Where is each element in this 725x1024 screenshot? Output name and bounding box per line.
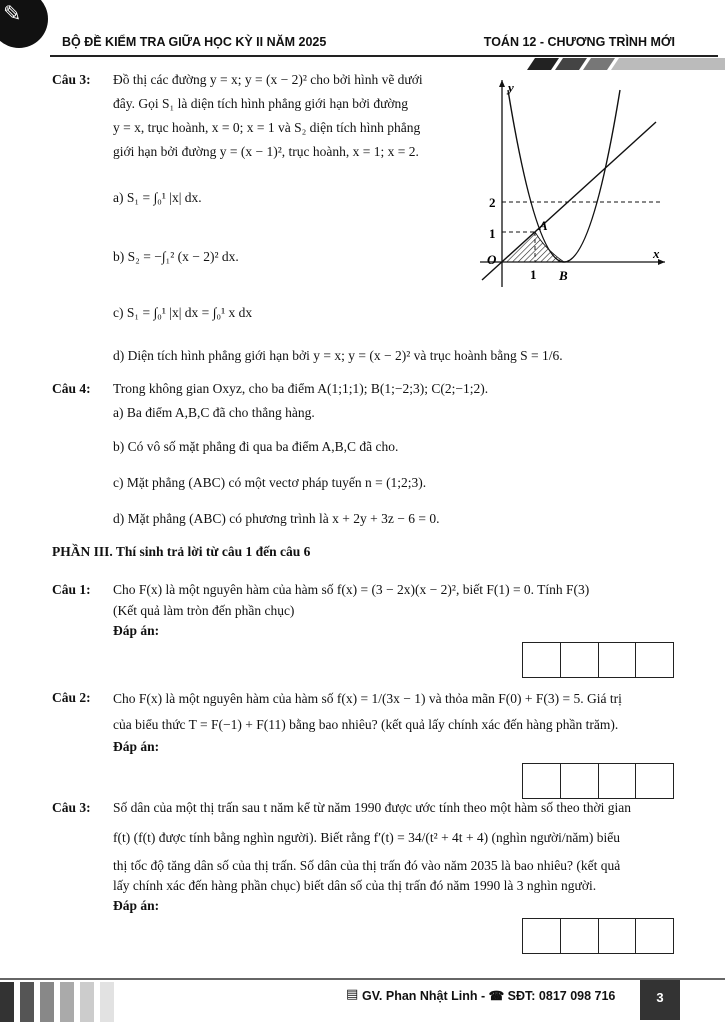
question-label: Câu 4:: [52, 381, 91, 396]
answer-label: Đáp án:: [113, 739, 160, 754]
point-a-label: A: [539, 218, 548, 233]
question-stem: [113, 684, 678, 758]
logo-icon: ✎: [3, 2, 22, 27]
answer-cell[interactable]: [636, 919, 673, 953]
tick-label-y2: 2: [489, 195, 496, 210]
footer-stripes: [0, 982, 130, 1022]
stem-line: của biểu thức T = F(−1) + F(11) bằng bao nhiêu? (kết quả lấy chính xác đến hàng phần trăm).: [113, 717, 619, 732]
answer-cell[interactable]: [599, 919, 637, 953]
question-stem: Trong không gian Oxyz, cho ba điểm A(1;1;1); B(1;−2;3); C(2;−1;2).: [113, 381, 489, 396]
stem-line: y = x, trục hoành, x = 0; x = 1 và S₂ diện tích hình phẳng: [113, 120, 421, 135]
page-number: 3: [640, 980, 680, 1020]
answer-cell[interactable]: [523, 764, 561, 798]
answer-label: Đáp án:: [113, 898, 160, 913]
stem-line: lấy chính xác đến hàng phần chục) biết dân số của thị trấn đó năm 1990 là 3 nghìn người.: [113, 878, 597, 893]
stem-line: Cho F(x) là một nguyên hàm của hàm số f(x) = (3 − 2x)(x − 2)², biết F(1) = 0. Tính F(3): [113, 582, 590, 597]
question-label: Câu 2:: [52, 690, 91, 705]
stem-line: Số dân của một thị trấn sau t năm kể từ năm 1990 được ước tính theo một hàm số theo thời gian: [113, 800, 632, 815]
y-axis-label: y: [508, 80, 514, 95]
stem-line: (Kết quả làm tròn đến phần chục): [113, 603, 295, 618]
logo: [0, 0, 48, 48]
section-heading: PHẦN III. Thí sinh trả lời từ câu 1 đến câu 6: [52, 544, 311, 559]
page-header: [0, 0, 725, 70]
document-icon: ▤: [346, 986, 359, 1001]
point-b-label: B: [559, 268, 568, 283]
question-label: Câu 1:: [52, 582, 91, 597]
footer-author: GV. Phan Nhật Linh - ☎ SĐT: 0817 098 716: [362, 989, 616, 1003]
footer-divider: [0, 978, 725, 980]
answer-cell[interactable]: [561, 643, 599, 677]
stem-line: f(t) (f(t) được tính bằng nghìn người). Biết rằng f′(t) = 34/(t² + 4t + 4) (nghìn người/năm) biểu: [113, 830, 620, 845]
line-y-equals-x: [482, 122, 656, 280]
answer-cell[interactable]: [561, 919, 599, 953]
answer-cell[interactable]: [599, 643, 637, 677]
header-left-title: BỘ ĐỀ KIỂM TRA GIỮA HỌC KỲ II NĂM 2025: [62, 35, 327, 49]
parabola: [508, 90, 620, 262]
stem-line: giới hạn bởi đường y = (x − 1)², trục hoành, x = 1; x = 2.: [113, 144, 419, 159]
answer-grid[interactable]: [522, 918, 674, 954]
option-c: c) S₁ = ∫₀¹ |x| dx = ∫₀¹ x dx: [113, 305, 253, 320]
option-b: b) S₂ = −∫₁² (x − 2)² dx.: [113, 249, 239, 264]
answer-label: Đáp án:: [113, 623, 160, 638]
option-d: d) Mặt phẳng (ABC) có phương trình là x + 2y + 3z − 6 = 0.: [113, 511, 440, 526]
option-c: c) Mặt phẳng (ABC) có một vectơ pháp tuyến n = (1;2;3).: [113, 475, 427, 490]
x-axis-label: x: [653, 246, 660, 261]
tick-label-x1: 1: [530, 267, 537, 282]
function-graph: [470, 72, 670, 292]
header-stripes: [525, 58, 725, 70]
question-stem: [113, 578, 678, 642]
stem-line: đây. Gọi S₁ là diện tích hình phẳng giới hạn bởi đường: [113, 96, 409, 111]
page-footer: [0, 978, 725, 1024]
answer-cell[interactable]: [561, 764, 599, 798]
question-label: Câu 3:: [52, 800, 91, 815]
question-stem: [113, 796, 678, 916]
answer-cell[interactable]: [523, 919, 561, 953]
answer-cell[interactable]: [636, 643, 673, 677]
header-divider: [50, 55, 718, 57]
header-right-title: TOÁN 12 - CHƯƠNG TRÌNH MỚI: [483, 35, 675, 49]
option-a: a) S₁ = ∫₀¹ |x| dx.: [113, 190, 202, 205]
answer-cell[interactable]: [599, 764, 637, 798]
origin-label: O: [487, 252, 497, 267]
question-stem: [113, 68, 458, 164]
tick-label-y1: 1: [489, 226, 496, 241]
stem-line: Đồ thị các đường y = x; y = (x − 2)² cho bởi hình vẽ dưới: [113, 72, 423, 87]
answer-cell[interactable]: [523, 643, 561, 677]
answer-grid[interactable]: [522, 642, 674, 678]
option-d: d) Diện tích hình phẳng giới hạn bởi y = x; y = (x − 2)² và trục hoành bằng S = 1/6.: [113, 348, 563, 363]
stem-line: thị tốc độ tăng dân số của thị trấn. Số dân của thị trấn đó vào năm 2035 là bao nhiêu? (kết quả: [113, 858, 621, 873]
option-a: a) Ba điểm A,B,C đã cho thẳng hàng.: [113, 405, 315, 420]
answer-cell[interactable]: [636, 764, 673, 798]
answer-grid[interactable]: [522, 763, 674, 799]
question-label: Câu 3:: [52, 72, 91, 87]
option-b: b) Có vô số mặt phẳng đi qua ba điểm A,B,C đã cho.: [113, 439, 399, 454]
stem-line: Cho F(x) là một nguyên hàm của hàm số f(x) = 1/(3x − 1) và thỏa mãn F(0) + F(3) = 5. Giá trị: [113, 691, 622, 706]
